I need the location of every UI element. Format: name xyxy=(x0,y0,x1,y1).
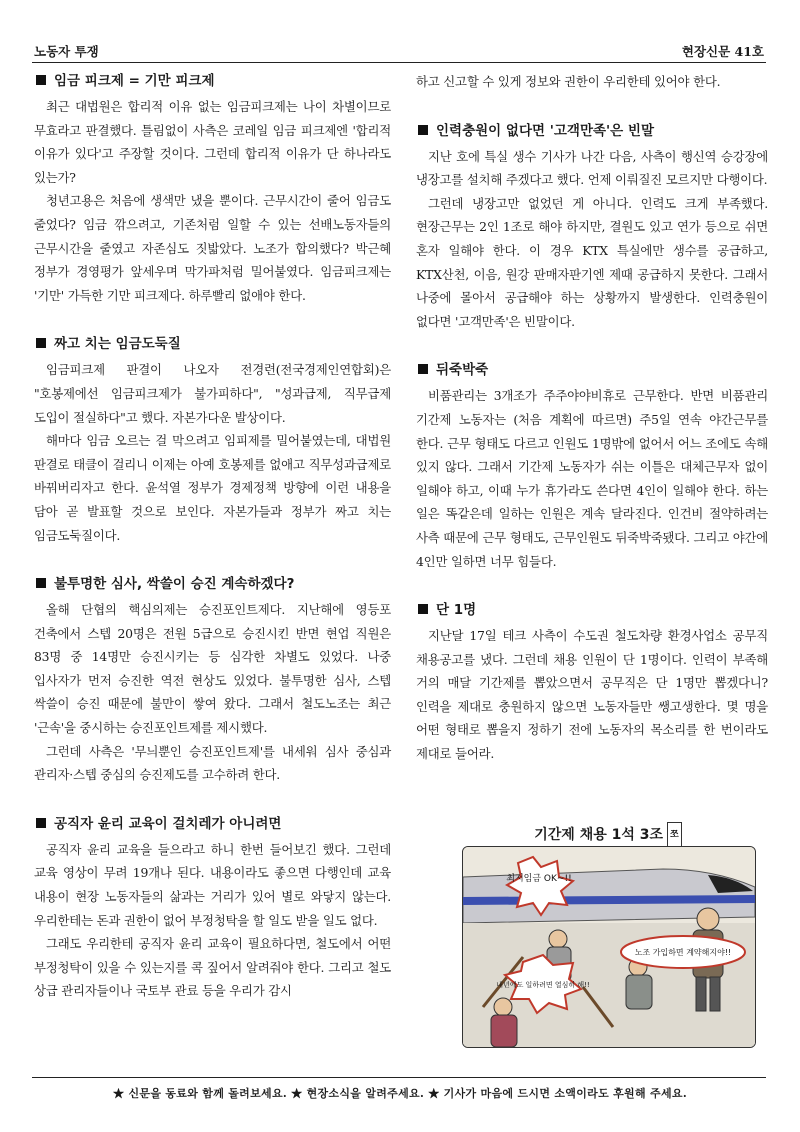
article-promotion xyxy=(34,573,391,787)
square-bullet-icon xyxy=(36,578,46,588)
article-paragraph: 지난달 17일 테크 사측이 수도권 철도차량 환경사업소 공무직 채용공고를 냈다. 그런데 채용 인원이 단 1명이다. 인력이 부족해 거의 매달 기간제를 뽑았으면서 공무직은 단 1명만 뽑겠다니? 인력을 제대로 충원하지 않으면 노동자들만 쌩고생한다. 몇 명을 어떤 형태로 뽑을지 정하기 전에 노동자의 목소리를 한 번이라도 제대로 들어라. xyxy=(416,628,768,762)
article-wage-theft xyxy=(34,333,391,547)
article-jumbled xyxy=(416,359,768,573)
bubble-text: 최저임금 OK~!! xyxy=(506,874,572,884)
article-paragraph: 임금피크제 판결이 나오자 전경련(전국경제인연합회)은 "호봉제에선 임금피크제가 불가피하다", "성과급제, 직무급제 도입이 절실하다"고 했다. 자본가다운 발상이다. xyxy=(34,362,391,425)
article-title: 단 1명 xyxy=(416,599,768,621)
article-only-one xyxy=(416,599,768,766)
square-bullet-icon xyxy=(418,364,428,374)
page-header xyxy=(32,40,766,63)
article-paragraph: 그런데 사측은 '무늬뿐인 승진포인트제'를 내세워 심사 중심과 관리자·스텝 중심의 승진제도를 고수하려 한다. xyxy=(34,743,391,783)
article-title: 공직자 윤리 교육이 걸치레가 아니려면 xyxy=(34,813,391,835)
cartoon-illustration xyxy=(462,846,756,1048)
article-title: 임금 피크제 = 기만 피크제 xyxy=(34,70,391,92)
article-paragraph: 그런데 냉장고만 없었던 게 아니다. 인력도 크게 부족했다. 현장근무는 2인 1조로 해야 하지만, 결원도 있고 연가 등으로 쉬면 혼자 일해야 한다. 이 경우 KTX 특실에만 생수를 공급하고, KTX산천, 이음, 원강 판매자판기엔 제때 공급하지 못한다. 그래서 나중에 몰아서 공급해야 하는 상황까지 발생한다. 인력충원이 없다면 '고객만족'은 빈말이다. xyxy=(416,195,768,329)
cartoon xyxy=(462,822,754,1048)
bubble-text: 노조 가입하면 계약해지야!! xyxy=(634,948,732,957)
article-paragraph: 비품관리는 3개조가 주주야야비휴로 근무한다. 반면 비품관리 기간제 노동자는 (처음 계획에 따르면) 주5일 연속 야간근무를 한다. 근무 형태도 다르고 인원도 1명밖에 없어서 어느 조에도 속해 있지 않다. 그래서 기간제 노동자가 쉬는 이틀은 대체근무자 없이 일해야 하고, 이때 누가 휴가라도 쓴다면 4인이 일해야 한다. 하는 일은 똑같은데 일하는 인원은 계속 달라진다. 인건비 절약하려는 사측 때문에 근무 형태도, 근무인원도 뒤죽박죽됐다. 그리고 야간에 4인만 일하면 너무 힘들다. xyxy=(416,388,768,569)
article-ethics-education xyxy=(34,813,391,1003)
article-title: 인력충원이 없다면 '고객만족'은 빈말 xyxy=(416,120,768,142)
cartoon-stamp: 쪼 xyxy=(667,822,682,848)
article-title: 불투명한 심사, 싹쓸이 승진 계속하겠다? xyxy=(34,573,391,595)
article-paragraph: 하고 신고할 수 있게 정보와 권한이 우리한테 있어야 한다. xyxy=(416,74,721,89)
article-paragraph: 올해 단협의 핵심의제는 승진포인트제다. 지난해에 영등포 건축에서 스텝 20명은 전원 5급으로 승진시킨 반면 현업 직원은 83명 중 14명만 승진시키는 등 심각한 차별도 있었다. 나중 입사자가 먼저 승진한 역전 현상도 있었다. 불투명한 심사, 스텝 싹쓸이 승진 때문에 불만이 쌓여 왔다. 그래서 철도노조는 최근 '근속'을 중시하는 승진포인트제를 제시했다. xyxy=(34,602,391,736)
square-bullet-icon xyxy=(36,338,46,348)
page-footer: ★ 신문을 동료와 함께 돌려보세요. ★ 현장소식을 알려주세요. ★ 기사가 마음에 드시면 소액이라도 후원해 주세요. xyxy=(113,1087,687,1100)
article-title: 뒤죽박죽 xyxy=(416,359,768,381)
cartoon-drawing xyxy=(463,847,755,1047)
cartoon-caption: 기간제 채용 1석 3조 쪼 xyxy=(462,822,754,846)
bubble-text: 내년에도 일하려면 열심히 해!! xyxy=(496,981,590,989)
left-column xyxy=(34,70,391,1029)
article-wage-peak xyxy=(34,70,391,307)
footer-divider xyxy=(32,1077,766,1078)
article-title: 짜고 치는 임금도둑질 xyxy=(34,333,391,355)
newspaper-section-label: 노동자 투쟁 xyxy=(34,44,99,59)
article-paragraph: 그래도 우리한테 공직자 윤리 교육이 필요하다면, 철도에서 어떤 부정청탁이 있을 수 있는지를 콕 짚어서 알려줘야 한다. 그리고 철도 상급 관리자들이나 국토부 관료 등을 우리가 감시 xyxy=(34,936,391,999)
article-paragraph: 지난 호에 특실 생수 기사가 나간 다음, 사측이 행신역 승강장에 냉장고를 설치해 주겠다고 했다. 언제 이뤄질진 모르지만 다행이다. xyxy=(416,148,768,188)
square-bullet-icon xyxy=(36,818,46,828)
right-column xyxy=(416,70,768,792)
article-paragraph: 공직자 윤리 교육을 들으라고 하니 한번 들어보긴 했다. 그런데 교육 영상이 무려 19개나 된다. 내용이라도 좋으면 다행인데 교육 내용이 현장 노동자들의 삶과는 거리가 있어 별로 와닿지 않는다. 우리한테는 돈과 권한이 없어 부정청탁을 할 일도 받을 일도 없다. xyxy=(34,841,391,928)
square-bullet-icon xyxy=(418,125,428,135)
issue-number: 현장신문 41호 xyxy=(681,44,764,59)
square-bullet-icon xyxy=(36,75,46,85)
article-staffing xyxy=(416,120,768,334)
article-paragraph: 청년고용은 처음에 생색만 냈을 뿐이다. 근무시간이 줄어 임금도 줄었다? 임금 깎으려고, 기존처럼 일할 수 있는 선배노동자들의 근무시간을 줄였고 자존심도 짓밟았다. 노조가 합의했다? 박근혜 정부가 경영평가 앞세우며 막가파처럼 밀어붙였다. 임금피크제는 '기만' 가득한 기만 피크제다. 하루빨리 없애야 한다. xyxy=(34,193,391,303)
article-paragraph: 최근 대법원은 합리적 이유 없는 임금피크제는 나이 차별이므로 무효라고 판결했다. 틀림없이 사측은 코레일 임금 피크제엔 '합리적 이유가 있다'고 주장할 것이다. 그런데 합리적 이유가 단 하나라도 있는가? xyxy=(34,99,391,185)
article-paragraph: 해마다 임금 오르는 걸 막으려고 임피제를 밀어붙였는데, 대법원 판결로 태클이 걸리니 이제는 아예 호봉제를 없애고 직무성과급제로 바꿔버리자고 한다. 윤석열 정부가 경제정책 방향에 이런 내용을 담아 곧 발표할 것으로 보인다. 자본가들과 정부가 짜고 치는 임금도둑질이다. xyxy=(34,433,391,543)
article-continuation xyxy=(416,70,768,94)
square-bullet-icon xyxy=(418,604,428,614)
